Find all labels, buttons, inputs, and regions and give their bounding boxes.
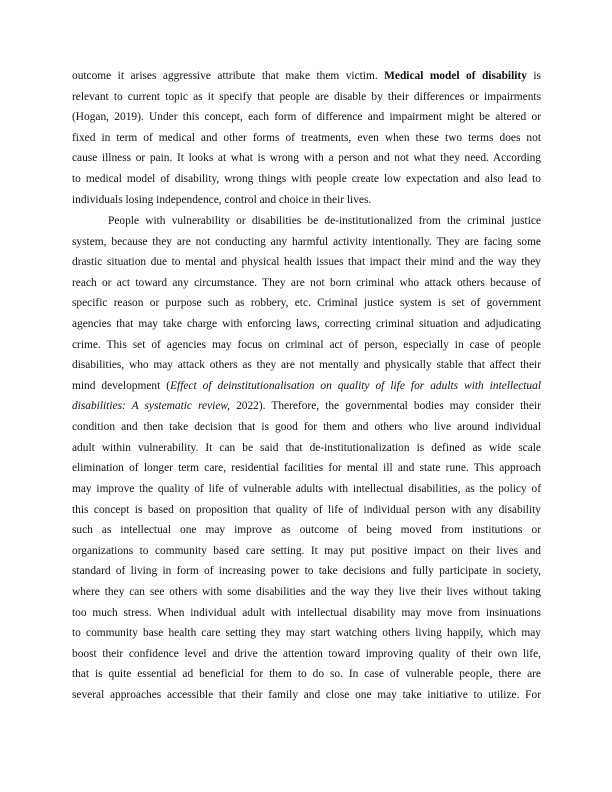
text-run: organizations to community based care setting. It may put positive impact on their lives and	[72, 544, 541, 557]
text-run: relevant to current topic as it specify that people are disable by their differences or impairments	[72, 90, 541, 103]
text-run: boost their confidence level and drive the attention toward improving quality of their own life,	[72, 647, 541, 660]
text-run: where they can see others with some disabilities and the way they live their lives without taking	[72, 585, 541, 598]
text-line	[72, 541, 541, 562]
text-run: specific reason or purpose such as robbery, etc. Criminal justice system is set of government	[72, 297, 541, 310]
text-run: People with vulnerability or disabilities be de-institutionalized from the criminal justice	[108, 215, 541, 227]
text-line	[72, 500, 541, 521]
bold-term: Medical model of disability	[384, 70, 527, 82]
text-run: cause illness or pain. It looks at what is wrong with a person and not what they need. According	[72, 152, 541, 165]
text-line	[72, 148, 541, 169]
text-line	[72, 520, 541, 541]
text-line	[72, 335, 541, 356]
text-run: elimination of longer term care, residential facilities for mental ill and state rune. This approach	[72, 462, 541, 475]
text-line	[72, 190, 541, 211]
text-run: fixed in term of medical and other forms of treatments, even when these two terms does not	[72, 131, 541, 144]
text-line	[72, 355, 541, 376]
text-line	[72, 232, 541, 253]
text-line	[72, 293, 541, 314]
text-run: is	[526, 70, 541, 82]
text-run: disabilities, who may attack others as they are not mentally and physically stable that affect their	[72, 359, 541, 372]
text-line	[72, 211, 541, 232]
text-line	[72, 66, 541, 87]
text-run: drastic situation due to mental and physical health issues that impact their mind and the way they	[72, 256, 541, 269]
paragraph-medical-model	[72, 66, 541, 210]
text-run: too much stress. When individual adult with intellectual disability may move from insinuations	[72, 606, 541, 619]
text-run: such as intellectual one may improve as outcome of being moved from institutions or	[72, 524, 541, 537]
text-run: individuals losing independence, control and choice in their lives.	[72, 193, 372, 206]
text-run: (Hogan, 2019). Under this concept, each form of difference and impairment might be altered or	[72, 111, 541, 124]
text-line	[72, 644, 541, 665]
text-run: that is quite essential ad beneficial for them to do so. In case of vulnerable people, there are	[72, 668, 541, 681]
text-run: outcome it arises aggressive attribute that make them victim.	[72, 70, 385, 82]
text-line	[72, 87, 541, 108]
text-line	[72, 582, 541, 603]
text-line	[72, 107, 541, 128]
text-run: several approaches accessible that their family and close one may take initiative to utilize. For	[72, 689, 541, 702]
paragraph-deinstitutionalization	[72, 211, 541, 706]
text-run: may improve the quality of life of vulnerable adults with intellectual disabilities, as the policy of	[72, 482, 541, 495]
text-line	[72, 603, 541, 624]
text-run: this concept is based on proposition that quality of life of individual person with any disability	[72, 503, 541, 516]
text-run: standard of living in form of increasing power to take decisions and fully participate in society,	[72, 565, 541, 578]
text-run: agencies that may take charge with enforcing laws, correcting criminal situation and adjudicating	[72, 318, 541, 331]
text-run: system, because they are not conducting any harmful activity intentionally. They are facing some	[72, 235, 541, 248]
text-line	[72, 417, 541, 438]
citation-title: disabilities: A systematic review,	[72, 400, 230, 413]
text-run: to community base health care setting they may start watching others living happily, which may	[72, 627, 541, 640]
text-line	[72, 479, 541, 500]
text-run: to medical model of disability, wrong things with people create low expectation and also lead to	[72, 173, 541, 186]
text-line	[72, 438, 541, 459]
text-run: reach or act toward any circumstance. They are not born criminal who attack others because of	[72, 276, 541, 289]
text-run: condition and then take decision that is good for them and others who live around individual	[72, 421, 541, 434]
text-line	[72, 314, 541, 335]
text-line	[72, 561, 541, 582]
text-line	[72, 252, 541, 273]
text-run: mind development (	[72, 379, 171, 392]
text-run: 2022). Therefore, the governmental bodies may consider their	[229, 400, 541, 413]
text-run: adult within vulnerability. It can be said that de-institutionalization is defined as wide scale	[72, 441, 541, 454]
citation-title: Effect of deinstitutionalisation on quality of life for adults with intellectual	[170, 379, 541, 392]
text-line	[72, 169, 541, 190]
text-line	[72, 458, 541, 479]
text-line	[72, 623, 541, 644]
text-run: crime. This set of agencies may focus on criminal act of person, especially in case of people	[72, 338, 541, 351]
text-line	[72, 128, 541, 149]
text-line	[72, 376, 541, 397]
text-line	[72, 396, 541, 417]
text-line	[72, 664, 541, 685]
text-line	[72, 685, 541, 706]
text-line	[72, 273, 541, 294]
